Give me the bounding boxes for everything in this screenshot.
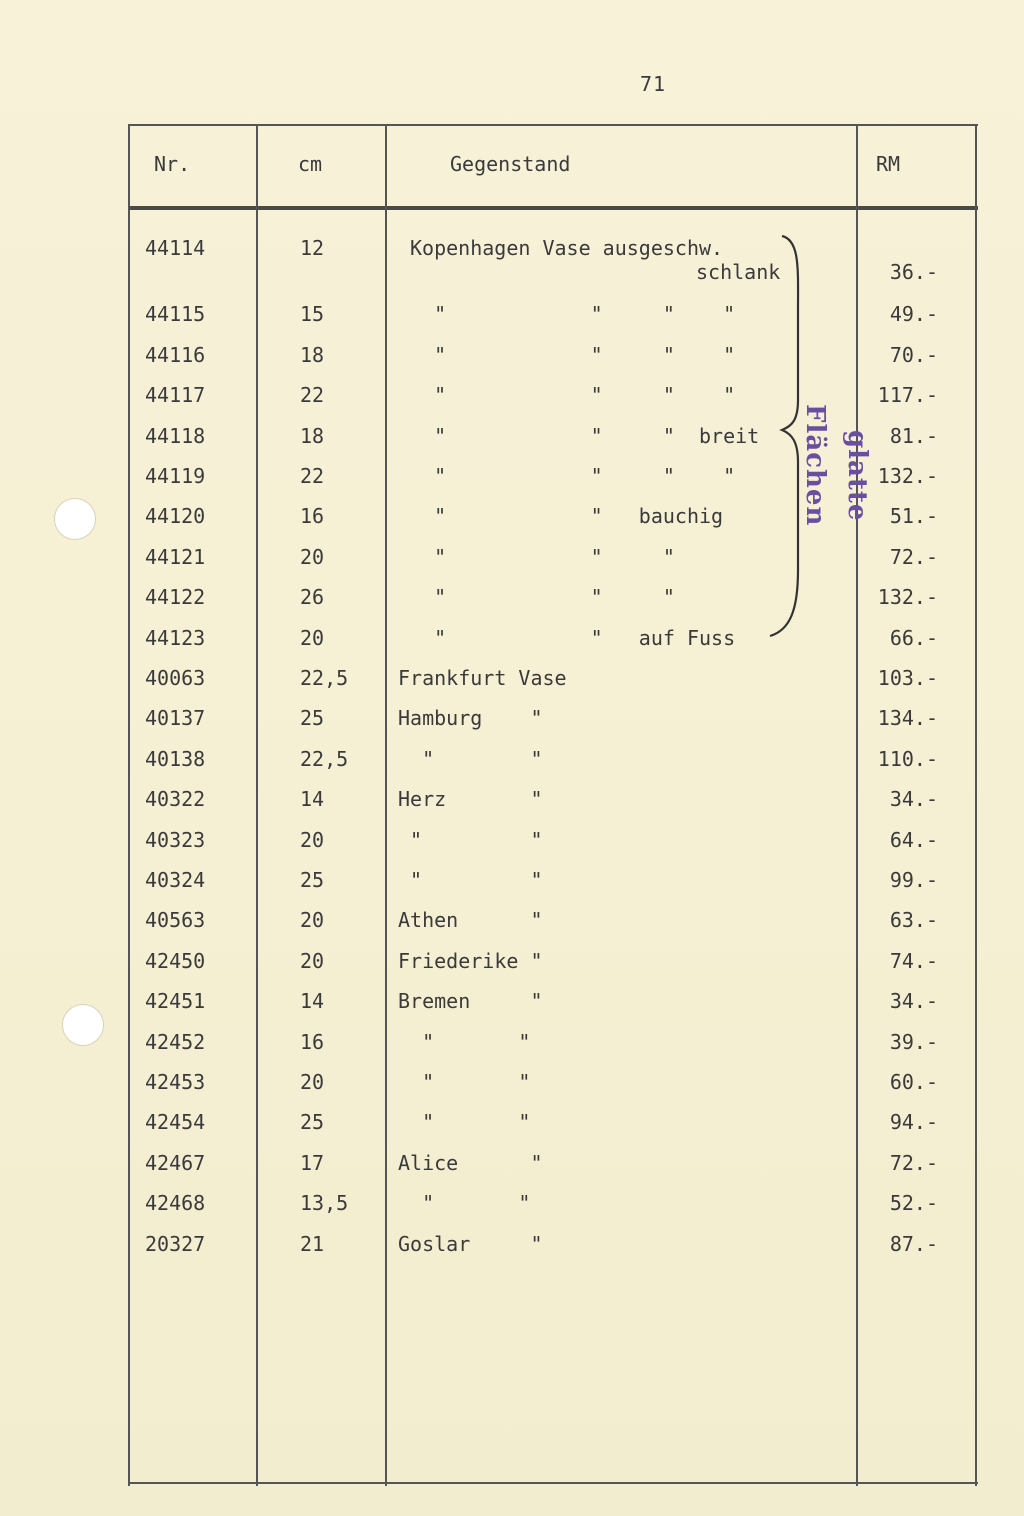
row-nr: 42467 (145, 1150, 206, 1175)
row-nr: 42451 (145, 989, 206, 1014)
row-nr: 44117 (145, 383, 206, 408)
row-rm: 36.- (889, 260, 938, 284)
row-rm: 134.- (877, 706, 938, 731)
row-item: Herz " (398, 787, 543, 812)
row-cm: 20 (300, 948, 325, 973)
row-cm: 20 (300, 827, 325, 852)
row-item: Bremen " (398, 989, 543, 1014)
col-border-cm-item (385, 126, 387, 1486)
row-cm: 22,5 (300, 666, 349, 690)
row-nr: 44120 (145, 504, 206, 529)
row-cm: 14 (300, 787, 325, 812)
row-item: " " bauchig (410, 504, 724, 529)
row-cm: 20 (300, 625, 325, 650)
row-rm: 49.- (889, 302, 938, 327)
row-nr: 44118 (145, 423, 206, 448)
row-item: " " " " (410, 302, 736, 327)
row-nr: 40563 (145, 908, 206, 933)
row-cm: 14 (300, 989, 325, 1014)
row-nr: 44116 (145, 342, 206, 367)
row-item: Kopenhagen Vase ausgeschw. (410, 236, 724, 260)
row-nr: 40063 (145, 666, 206, 690)
punch-hole-bottom (62, 1004, 104, 1046)
row-rm: 52.- (889, 1191, 938, 1216)
row-item-continued: schlank (696, 260, 781, 284)
row-cm: 25 (300, 706, 325, 731)
row-rm: 74.- (889, 948, 938, 973)
row-nr: 44115 (145, 302, 206, 327)
row-nr: 20327 (145, 1231, 206, 1256)
row-rm: 81.- (889, 423, 938, 448)
col-border-item-rm (856, 126, 858, 1486)
row-rm: 70.- (889, 342, 938, 367)
row-nr: 44121 (145, 544, 206, 569)
row-nr: 42453 (145, 1070, 206, 1094)
row-cm: 22 (300, 383, 325, 408)
header-nr: Nr. (154, 152, 191, 176)
row-item: " " " " (410, 383, 736, 408)
row-item: " " (398, 868, 543, 892)
row-nr: 42452 (145, 1029, 206, 1054)
row-nr: 40137 (145, 706, 206, 731)
row-rm: 117.- (877, 383, 938, 408)
row-item: " " auf Fuss (410, 625, 736, 650)
row-nr: 40324 (145, 868, 206, 892)
stamp-flaechen: Flächen (800, 404, 830, 527)
row-nr: 44122 (145, 585, 206, 610)
row-item: Goslar " (398, 1231, 543, 1256)
row-item: Hamburg " (398, 706, 543, 731)
header-gegenstand: Gegenstand (450, 152, 571, 176)
header-rm: RM (876, 152, 901, 176)
row-cm: 26 (300, 585, 325, 610)
row-rm: 64.- (889, 827, 938, 852)
row-cm: 18 (300, 342, 325, 367)
row-rm: 110.- (877, 746, 938, 771)
row-nr: 44114 (145, 236, 206, 260)
row-cm: 21 (300, 1231, 325, 1256)
row-cm: 16 (300, 1029, 325, 1054)
row-cm: 15 (300, 302, 325, 327)
row-cm: 22,5 (300, 746, 349, 771)
row-item: " " " (410, 544, 675, 569)
row-cm: 25 (300, 1110, 325, 1135)
row-rm: 132.- (877, 464, 938, 488)
row-item: " " (398, 1110, 531, 1135)
row-cm: 20 (300, 1070, 325, 1094)
row-nr: 44123 (145, 625, 206, 650)
row-rm: 72.- (889, 1150, 938, 1175)
row-rm: 66.- (889, 625, 938, 650)
row-cm: 12 (300, 236, 325, 260)
row-rm: 72.- (889, 544, 938, 569)
row-nr: 44119 (145, 464, 206, 488)
row-rm: 132.- (877, 585, 938, 610)
row-item: Frankfurt Vase (398, 666, 567, 690)
row-item: Friederike " (398, 948, 543, 973)
row-item: Athen " (398, 908, 543, 933)
row-item: " " (398, 746, 543, 771)
row-rm: 87.- (889, 1231, 938, 1256)
row-item: " " " " (410, 464, 736, 488)
row-nr: 42450 (145, 948, 206, 973)
row-rm: 99.- (889, 868, 938, 892)
row-item: " " " " (410, 342, 736, 367)
row-rm: 103.- (877, 666, 938, 690)
row-cm: 20 (300, 544, 325, 569)
page-number: 71 (640, 72, 667, 96)
row-nr: 40322 (145, 787, 206, 812)
row-item: " " (398, 827, 543, 852)
row-rm: 63.- (889, 908, 938, 933)
row-cm: 17 (300, 1150, 325, 1175)
col-border-right (975, 126, 977, 1486)
col-border-nr-cm (256, 126, 258, 1486)
row-rm: 60.- (889, 1070, 938, 1094)
row-nr: 40138 (145, 746, 206, 771)
row-cm: 20 (300, 908, 325, 933)
row-nr: 40323 (145, 827, 206, 852)
row-rm: 34.- (889, 787, 938, 812)
row-item: " " " breit (410, 423, 760, 448)
row-rm: 94.- (889, 1110, 938, 1135)
row-rm: 39.- (889, 1029, 938, 1054)
row-item: " " (398, 1029, 531, 1054)
row-item: " " " (410, 585, 675, 610)
row-item: " " (398, 1070, 531, 1094)
row-cm: 18 (300, 423, 325, 448)
row-rm: 51.- (889, 504, 938, 529)
row-item: Alice " (398, 1150, 543, 1175)
row-nr: 42454 (145, 1110, 206, 1135)
row-cm: 25 (300, 868, 325, 892)
row-item: " " (398, 1191, 531, 1216)
header-cm: cm (298, 152, 323, 176)
row-cm: 13,5 (300, 1191, 349, 1216)
row-rm: 34.- (889, 989, 938, 1014)
row-nr: 42468 (145, 1191, 206, 1216)
stamp-glatte: glatte (842, 430, 872, 522)
punch-hole-top (54, 498, 96, 540)
col-border-left (128, 126, 130, 1486)
row-cm: 22 (300, 464, 325, 488)
row-cm: 16 (300, 504, 325, 529)
